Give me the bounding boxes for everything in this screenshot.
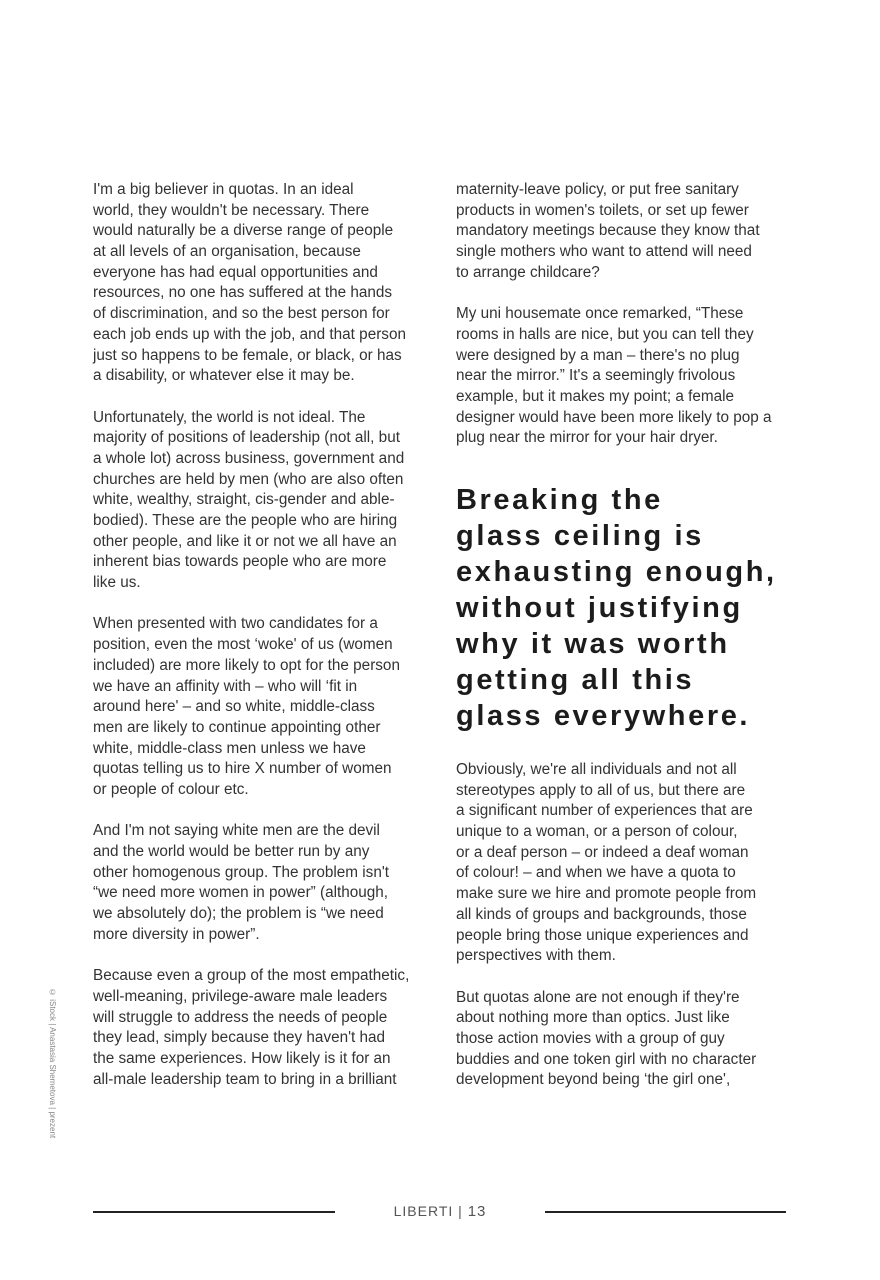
text-line: around here' – and so white, middle-class [93, 698, 375, 716]
text-line: white, middle-class men unless we have [93, 739, 366, 757]
text-line: designer would have been more likely to pop a [456, 408, 772, 426]
pull-quote-line: why it was worth [456, 628, 730, 660]
paragraph [456, 304, 791, 449]
text-line: development beyond being ‘the girl one', [456, 1071, 731, 1089]
footer-separator: | [458, 1203, 463, 1219]
text-line: inherent bias towards people who are more [93, 553, 387, 571]
paragraph [456, 988, 791, 1091]
pull-quote-line: Breaking the [456, 484, 663, 516]
text-line: would naturally be a diverse range of people [93, 222, 394, 240]
text-line: When presented with two candidates for a [93, 615, 378, 633]
text-line: all kinds of groups and backgrounds, those [456, 905, 747, 923]
text-line: mandatory meetings because they know that [456, 222, 760, 240]
paragraph-gap [93, 801, 428, 822]
text-line: or a deaf person – or indeed a deaf woman [456, 843, 749, 861]
text-line: make sure we hire and promote people from [456, 885, 757, 903]
text-line: of colour! – and when we have a quota to [456, 864, 736, 882]
text-line: people bring those unique experiences and [456, 926, 749, 944]
text-line: majority of positions of leadership (not all, but [93, 429, 400, 447]
text-line: And I'm not saying white men are the devil [93, 822, 380, 840]
paragraph-gap [456, 283, 791, 304]
text-line: to arrange childcare? [456, 263, 600, 281]
text-line: and the world would be better run by any [93, 843, 370, 860]
text-line: included) are more likely to opt for the person [93, 656, 400, 674]
text-line: each job ends up with the job, and that person [93, 325, 406, 343]
text-line: rooms in halls are nice, but you can tell they [456, 325, 754, 343]
text-line: stereotypes apply to all of us, but there are [456, 781, 746, 799]
text-line: or people of colour etc. [93, 780, 249, 798]
text-line: a disability, or whatever else it may be. [93, 367, 355, 385]
text-line: like us. [93, 574, 141, 592]
page-footer [0, 1203, 880, 1220]
text-line: well-meaning, privilege-aware male leaders [93, 987, 388, 1005]
paragraph-gap [93, 594, 428, 615]
paragraph [93, 614, 428, 800]
text-line: other people, and like it or not we all have an [93, 532, 397, 550]
text-line: Unfortunately, the world is not ideal. The [93, 408, 366, 426]
paragraph [456, 760, 791, 967]
text-line: churches are held by men (who are also often [93, 470, 404, 488]
text-line: Obviously, we're all individuals and not all [456, 761, 737, 778]
text-line: at all levels of an organisation, because [93, 243, 361, 261]
paragraph [456, 180, 791, 283]
text-line: quotas telling us to hire X number of women [93, 760, 392, 778]
text-line: But quotas alone are not enough if they're [456, 988, 740, 1006]
text-line: world, they wouldn't be necessary. There [93, 201, 370, 219]
text-line: products in women's toilets, or set up fewer [456, 201, 749, 219]
text-line: perspectives with them. [456, 947, 616, 965]
paragraph-gap [93, 945, 428, 966]
text-line: those action movies with a group of guy [456, 1029, 725, 1047]
text-line: white, wealthy, straight, cis-gender and able- [93, 491, 395, 509]
page-number: 13 [467, 1203, 487, 1220]
paragraph [93, 966, 428, 1090]
pull-quote-line: without justifying [456, 592, 743, 624]
pull-quote [456, 482, 777, 734]
text-line: they lead, simply because they haven't had [93, 1029, 386, 1047]
text-line: bodied). These are the people who are hiring [93, 512, 398, 529]
text-line: example, but it makes my point; a female [456, 387, 735, 405]
text-line: more diversity in power”. [93, 925, 260, 943]
text-line: unique to a woman, or a person of colour, [456, 823, 738, 841]
pull-quote-line: exhausting enough, [456, 556, 777, 588]
text-line: resources, no one has suffered at the hands [93, 284, 393, 302]
text-line: other homogenous group. The problem isn't [93, 863, 390, 881]
text-line: I'm a big believer in quotas. In an ideal [93, 181, 354, 198]
text-line: a significant number of experiences that are [456, 802, 753, 820]
pull-quote-line: getting all this [456, 664, 695, 696]
pull-quote-line: glass ceiling is [456, 520, 704, 552]
right-column-bottom [456, 760, 791, 1091]
paragraph [93, 821, 428, 945]
text-line: Because even a group of the most empathetic, [93, 967, 410, 985]
text-line: will struggle to address the needs of people [93, 1008, 388, 1026]
text-line: men are likely to continue appointing other [93, 718, 381, 736]
text-line: we absolutely do); the problem is “we need [93, 905, 384, 923]
text-line: plug near the mirror for your hair dryer. [456, 429, 718, 447]
text-line: about nothing more than optics. Just like [456, 1009, 730, 1027]
right-column-top [456, 180, 791, 449]
text-line: position, even the most ‘woke' of us (women [93, 636, 393, 654]
paragraph-gap [93, 387, 428, 408]
text-line: maternity-leave policy, or put free sanitary [456, 181, 739, 198]
text-line: of discrimination, and so the best person for [93, 305, 390, 323]
text-line: were designed by a man – there's no plug [456, 346, 740, 364]
paragraph [93, 408, 428, 594]
text-line: “we need more women in power” (although, [93, 884, 389, 902]
text-line: we have an affinity with – who will ‘fit in [93, 677, 358, 695]
text-line: everyone has had equal opportunities and [93, 263, 378, 281]
text-line: the same experiences. How likely is it for an [93, 1049, 391, 1067]
paragraph [93, 180, 428, 387]
left-column [93, 180, 428, 1090]
text-line: single mothers who want to attend will need [456, 243, 752, 261]
text-line: all-male leadership team to bring in a brilliant [93, 1070, 397, 1088]
text-line: a whole lot) across business, government and [93, 449, 405, 467]
text-line: My uni housemate once remarked, “These [456, 305, 744, 323]
paragraph-gap [456, 967, 791, 988]
photo-credit: © iStock | Anastasia Shemetova | prezent [48, 988, 57, 1139]
pull-quote-line: glass everywhere. [456, 700, 751, 732]
text-line: near the mirror.” It's a seemingly frivolous [456, 367, 736, 385]
text-line: just so happens to be female, or black, or has [93, 346, 402, 364]
text-line: buddies and one token girl with no character [456, 1050, 757, 1068]
publication-name: LIBERTI [393, 1203, 454, 1219]
